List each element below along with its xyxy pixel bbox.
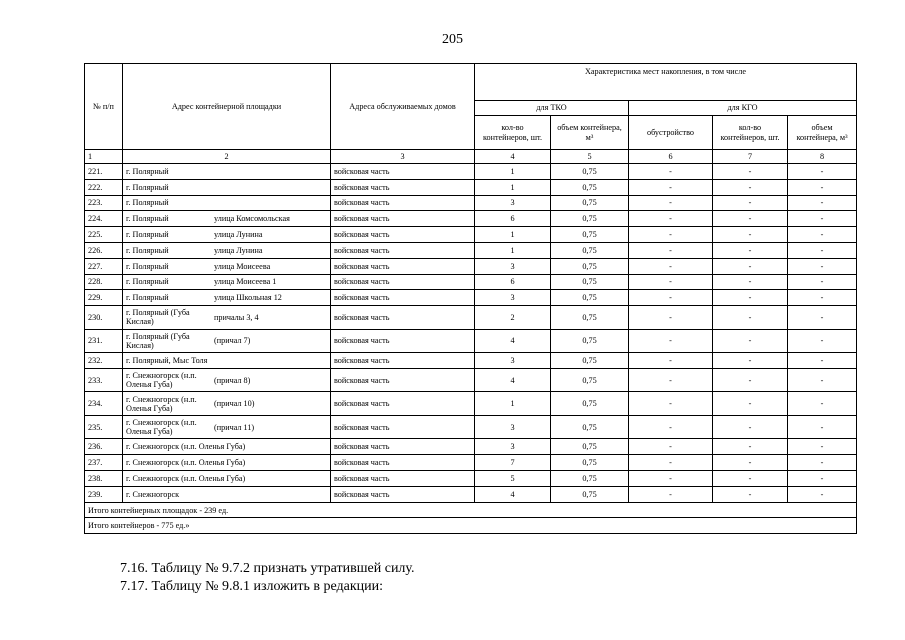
table-row	[85, 329, 857, 353]
kgo-volume: -	[788, 164, 857, 180]
served-address: войсковая часть	[331, 195, 475, 211]
column-index: 5	[551, 150, 629, 164]
kgo-arrangement: -	[629, 329, 713, 353]
site-address	[123, 211, 331, 227]
site-city: г. Полярный (Губа Кислая)	[126, 308, 190, 327]
site-city: г. Снежногорск (н.п. Оленья Губа)	[126, 458, 246, 468]
tko-volume: 0,75	[551, 274, 629, 290]
site-address	[123, 195, 331, 211]
tko-count: 1	[475, 392, 551, 416]
table-row	[85, 353, 857, 369]
column-index: 2	[123, 150, 331, 164]
row-number: 238.	[85, 471, 123, 487]
site-city: г. Полярный	[126, 198, 169, 208]
tko-volume: 0,75	[551, 439, 629, 455]
kgo-arrangement: -	[629, 274, 713, 290]
row-number: 235.	[85, 415, 123, 439]
table-row	[85, 306, 857, 330]
kgo-count: -	[713, 211, 788, 227]
tko-volume: 0,75	[551, 329, 629, 353]
site-address	[123, 486, 331, 502]
site-city: г. Полярный (Губа Кислая)	[126, 331, 190, 350]
tko-count: 7	[475, 455, 551, 471]
kgo-count: -	[713, 164, 788, 180]
kgo-arrangement: -	[629, 306, 713, 330]
tko-count: 3	[475, 258, 551, 274]
header-characteristics: Характеристика мест накопления, в том числе	[475, 64, 857, 101]
kgo-volume: -	[788, 258, 857, 274]
row-number: 231.	[85, 329, 123, 353]
site-address	[123, 258, 331, 274]
header-num: № п/п	[85, 64, 123, 150]
kgo-volume: -	[788, 227, 857, 243]
kgo-volume: -	[788, 242, 857, 258]
table-row	[85, 179, 857, 195]
served-address: войсковая часть	[331, 290, 475, 306]
site-city: г. Полярный	[126, 261, 169, 271]
tko-count: 3	[475, 353, 551, 369]
tko-volume: 0,75	[551, 290, 629, 306]
row-number: 228.	[85, 274, 123, 290]
tko-count: 5	[475, 471, 551, 487]
header-kgo-volume: объем контейнера, м³	[788, 116, 857, 150]
served-address: войсковая часть	[331, 329, 475, 353]
site-street: улица Моисеева	[214, 261, 271, 271]
served-address: войсковая часть	[331, 211, 475, 227]
tko-count: 3	[475, 439, 551, 455]
table-row	[85, 195, 857, 211]
site-city: г. Снежногорск	[126, 489, 180, 499]
kgo-count: -	[713, 258, 788, 274]
column-index: 3	[331, 150, 475, 164]
column-index: 4	[475, 150, 551, 164]
kgo-volume: -	[788, 471, 857, 487]
site-address	[123, 179, 331, 195]
kgo-count: -	[713, 455, 788, 471]
kgo-volume: -	[788, 415, 857, 439]
paragraph-7-16: 7.16. Таблицу № 9.7.2 признать утратившей силу.	[120, 561, 415, 576]
site-city: г. Полярный	[126, 230, 169, 240]
served-address: войсковая часть	[331, 353, 475, 369]
total-containers: Итого контейнеров - 775 ед.»	[85, 518, 857, 534]
site-street: (причал 11)	[214, 422, 255, 432]
header-served: Адреса обслуживаемых домов	[331, 64, 475, 150]
table-row	[85, 415, 857, 439]
served-address: войсковая часть	[331, 227, 475, 243]
site-city: г. Полярный	[126, 277, 169, 287]
kgo-arrangement: -	[629, 164, 713, 180]
site-address	[123, 439, 331, 455]
site-street: улица Лунина	[214, 245, 263, 255]
served-address: войсковая часть	[331, 486, 475, 502]
row-number: 237.	[85, 455, 123, 471]
tko-volume: 0,75	[551, 227, 629, 243]
kgo-volume: -	[788, 455, 857, 471]
site-address	[123, 290, 331, 306]
table-row	[85, 242, 857, 258]
kgo-arrangement: -	[629, 455, 713, 471]
column-index: 7	[713, 150, 788, 164]
kgo-volume: -	[788, 306, 857, 330]
kgo-count: -	[713, 179, 788, 195]
table-row	[85, 274, 857, 290]
kgo-volume: -	[788, 392, 857, 416]
tko-volume: 0,75	[551, 368, 629, 392]
row-number: 229.	[85, 290, 123, 306]
row-number: 236.	[85, 439, 123, 455]
site-street: улица Школьная 12	[214, 293, 282, 303]
tko-count: 3	[475, 290, 551, 306]
site-address	[123, 306, 331, 330]
table-row	[85, 439, 857, 455]
kgo-count: -	[713, 415, 788, 439]
tko-volume: 0,75	[551, 392, 629, 416]
site-address	[123, 392, 331, 416]
table-row	[85, 392, 857, 416]
site-address	[123, 455, 331, 471]
kgo-arrangement: -	[629, 392, 713, 416]
tko-volume: 0,75	[551, 242, 629, 258]
tko-count: 4	[475, 329, 551, 353]
table-row	[85, 258, 857, 274]
kgo-volume: -	[788, 329, 857, 353]
column-index: 6	[629, 150, 713, 164]
site-city: г. Полярный	[126, 214, 169, 224]
served-address: войсковая часть	[331, 415, 475, 439]
row-number: 221.	[85, 164, 123, 180]
kgo-arrangement: -	[629, 179, 713, 195]
header-kgo-arrangement: обустройство	[629, 116, 713, 150]
kgo-count: -	[713, 392, 788, 416]
header-tko: для ТКО	[475, 101, 629, 116]
kgo-volume: -	[788, 368, 857, 392]
served-address: войсковая часть	[331, 471, 475, 487]
kgo-arrangement: -	[629, 242, 713, 258]
served-address: войсковая часть	[331, 392, 475, 416]
kgo-count: -	[713, 306, 788, 330]
site-city: г. Полярный	[126, 293, 169, 303]
kgo-arrangement: -	[629, 290, 713, 306]
header-kgo-count: кол-во контейнеров, шт.	[713, 116, 788, 150]
header-tko-count: кол-во контейнеров, шт.	[475, 116, 551, 150]
kgo-arrangement: -	[629, 227, 713, 243]
table-row	[85, 227, 857, 243]
tko-count: 2	[475, 306, 551, 330]
tko-volume: 0,75	[551, 164, 629, 180]
site-address	[123, 329, 331, 353]
page-number: 205	[442, 32, 463, 47]
site-address	[123, 164, 331, 180]
row-number: 233.	[85, 368, 123, 392]
tko-volume: 0,75	[551, 486, 629, 502]
site-street: (причал 7)	[214, 336, 251, 346]
header-address: Адрес контейнерной площадки	[123, 64, 331, 150]
kgo-count: -	[713, 227, 788, 243]
site-address	[123, 227, 331, 243]
site-street: (причал 10)	[214, 399, 255, 409]
kgo-arrangement: -	[629, 353, 713, 369]
kgo-arrangement: -	[629, 471, 713, 487]
site-city: г. Снежногорск (н.п. Оленья Губа)	[126, 394, 197, 413]
site-street: причалы 3, 4	[214, 312, 259, 322]
tko-count: 4	[475, 486, 551, 502]
tko-volume: 0,75	[551, 353, 629, 369]
kgo-count: -	[713, 486, 788, 502]
tko-count: 3	[475, 415, 551, 439]
served-address: войсковая часть	[331, 274, 475, 290]
tko-volume: 0,75	[551, 195, 629, 211]
site-address	[123, 471, 331, 487]
tko-volume: 0,75	[551, 258, 629, 274]
table-row	[85, 164, 857, 180]
row-number: 230.	[85, 306, 123, 330]
served-address: войсковая часть	[331, 306, 475, 330]
site-city: г. Снежногорск (н.п. Оленья Губа)	[126, 371, 197, 390]
site-city: г. Снежногорск (н.п. Оленья Губа)	[126, 442, 246, 452]
tko-volume: 0,75	[551, 179, 629, 195]
kgo-arrangement: -	[629, 195, 713, 211]
column-index: 1	[85, 150, 123, 164]
tko-count: 1	[475, 179, 551, 195]
site-address	[123, 353, 331, 369]
kgo-volume: -	[788, 179, 857, 195]
total-sites: Итого контейнерных площадок - 239 ед.	[85, 502, 857, 518]
tko-volume: 0,75	[551, 471, 629, 487]
tko-volume: 0,75	[551, 211, 629, 227]
served-address: войсковая часть	[331, 258, 475, 274]
kgo-arrangement: -	[629, 211, 713, 227]
kgo-count: -	[713, 439, 788, 455]
table-row	[85, 368, 857, 392]
table-row	[85, 211, 857, 227]
site-street: улица Моисеева 1	[214, 277, 277, 287]
kgo-count: -	[713, 353, 788, 369]
kgo-volume: -	[788, 486, 857, 502]
kgo-count: -	[713, 329, 788, 353]
kgo-count: -	[713, 368, 788, 392]
tko-count: 6	[475, 274, 551, 290]
kgo-count: -	[713, 290, 788, 306]
table-row	[85, 471, 857, 487]
table-row	[85, 455, 857, 471]
kgo-arrangement: -	[629, 258, 713, 274]
served-address: войсковая часть	[331, 179, 475, 195]
site-city: г. Снежногорск (н.п. Оленья Губа)	[126, 473, 246, 483]
kgo-volume: -	[788, 353, 857, 369]
site-city: г. Полярный	[126, 166, 169, 176]
site-address	[123, 415, 331, 439]
table-row	[85, 486, 857, 502]
container-sites-table	[84, 63, 857, 534]
site-city: г. Полярный	[126, 245, 169, 255]
kgo-count: -	[713, 242, 788, 258]
served-address: войсковая часть	[331, 368, 475, 392]
kgo-arrangement: -	[629, 439, 713, 455]
kgo-arrangement: -	[629, 486, 713, 502]
site-street: улица Лунина	[214, 230, 263, 240]
row-number: 224.	[85, 211, 123, 227]
tko-count: 4	[475, 368, 551, 392]
served-address: войсковая часть	[331, 164, 475, 180]
header-kgo: для КГО	[629, 101, 857, 116]
kgo-volume: -	[788, 211, 857, 227]
kgo-count: -	[713, 274, 788, 290]
row-number: 227.	[85, 258, 123, 274]
row-number: 223.	[85, 195, 123, 211]
table-row	[85, 290, 857, 306]
tko-count: 6	[475, 211, 551, 227]
header-tko-volume: объем контейнера, м³	[551, 116, 629, 150]
row-number: 225.	[85, 227, 123, 243]
tko-count: 1	[475, 164, 551, 180]
kgo-count: -	[713, 195, 788, 211]
site-street: (причал 8)	[214, 375, 251, 385]
site-address	[123, 274, 331, 290]
site-street: улица Комсомольская	[214, 214, 290, 224]
tko-volume: 0,75	[551, 415, 629, 439]
row-number: 232.	[85, 353, 123, 369]
row-number: 239.	[85, 486, 123, 502]
served-address: войсковая часть	[331, 439, 475, 455]
kgo-volume: -	[788, 195, 857, 211]
row-number: 234.	[85, 392, 123, 416]
tko-volume: 0,75	[551, 306, 629, 330]
served-address: войсковая часть	[331, 455, 475, 471]
site-city: г. Полярный	[126, 182, 169, 192]
row-number: 222.	[85, 179, 123, 195]
site-address	[123, 242, 331, 258]
row-number: 226.	[85, 242, 123, 258]
kgo-count: -	[713, 471, 788, 487]
tko-volume: 0,75	[551, 455, 629, 471]
kgo-volume: -	[788, 290, 857, 306]
site-city: г. Полярный, Мыс Толя	[126, 356, 208, 366]
column-index: 8	[788, 150, 857, 164]
site-city: г. Снежногорск (н.п. Оленья Губа)	[126, 418, 197, 437]
tko-count: 3	[475, 195, 551, 211]
kgo-arrangement: -	[629, 368, 713, 392]
kgo-arrangement: -	[629, 415, 713, 439]
column-index-row	[85, 150, 857, 164]
tko-count: 1	[475, 227, 551, 243]
kgo-volume: -	[788, 274, 857, 290]
site-address	[123, 368, 331, 392]
served-address: войсковая часть	[331, 242, 475, 258]
kgo-volume: -	[788, 439, 857, 455]
paragraph-7-17: 7.17. Таблицу № 9.8.1 изложить в редакции:	[120, 579, 383, 594]
tko-count: 1	[475, 242, 551, 258]
